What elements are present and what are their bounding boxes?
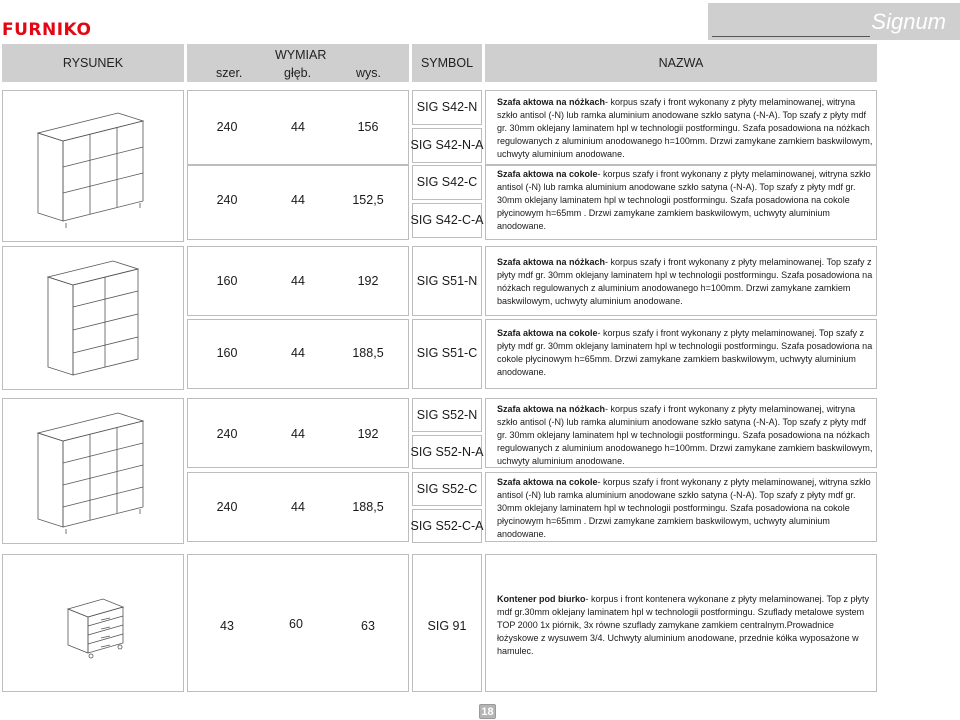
drawing-box (2, 398, 184, 544)
depth-value: 44 (291, 120, 305, 134)
depth-value: 44 (291, 427, 305, 441)
description-text: - korpus szafy i front wykonany z płyty melaminowanej, witryna szkło antisol (-N) lub ramka aluminium anodowane szkło satyna (-N-A). Top szafy z płyty mdf gr. 30mm oklejany laminatem hpl w technologii postformingu. Szafa posadowiona na cokole płycinowym h=65mm . Drzwi zamykane zamkiem baskwilowym, uchwyty aluminium anodowane. (497, 169, 871, 231)
symbol-value: SIG S42-C (416, 175, 478, 189)
symbol-value: SIG S42-N-A (410, 138, 484, 152)
description-text: - korpus szafy i front wykonany z płyty melaminowanej, witryna szkło antisol (-N) lub ramka aluminium anodowane szkło satyna (-N-A). Top szafy z płyty mdf gr. 30mm oklejany laminatem hpl w technologii postformingu. Szafa posadowiona na nóżkach regulowanych z aluminium anodowanego h=100mm. Drzwi zamykane zamkiem baskwilowym, uchwyty aluminium anodowane. (497, 404, 873, 466)
drawing-box (2, 246, 184, 390)
description (497, 96, 875, 161)
description (497, 256, 875, 308)
depth-value: 44 (291, 346, 305, 360)
series-underline (712, 36, 870, 37)
height-value: 152,5 (352, 193, 384, 207)
depth-value: 44 (291, 500, 305, 514)
symbol-value: SIG S52-C-A (410, 519, 484, 533)
brand-logo: FURNIKO (2, 20, 92, 40)
width-value: 240 (216, 500, 238, 514)
page-number: 18 (479, 704, 496, 719)
description-title: Szafa aktowa na nóżkach (497, 97, 606, 107)
description-title: Szafa aktowa na cokole (497, 169, 598, 179)
header-height: wys. (356, 66, 381, 80)
description (497, 327, 875, 379)
symbol-value: SIG S51-N (416, 274, 478, 288)
cabinet-drawing (33, 407, 158, 537)
description-text: - korpus szafy i front wykonany z płyty melaminowanej. Top szafy z płyty mdf gr. 30mm oklejany laminatem hpl w technologii postformingu. Szafa posadowiona na nóżkach regulowanych z aluminium anodowanego h=100mm. Drzwi zamykane zamkiem baskwilowym, uchwyty aluminium anodowane. (497, 257, 873, 306)
height-value: 192 (357, 274, 379, 288)
height-value: 188,5 (352, 346, 384, 360)
height-value: 63 (361, 619, 375, 633)
description (497, 476, 875, 541)
width-value: 240 (216, 427, 238, 441)
header-name: NAZWA (485, 44, 877, 82)
description-title: Szafa aktowa na cokole (497, 477, 598, 487)
description (497, 168, 875, 233)
symbol-value: SIG S42-C-A (410, 213, 484, 227)
description (497, 403, 875, 468)
description-title: Szafa aktowa na nóżkach (497, 404, 606, 414)
height-value: 192 (357, 427, 379, 441)
description-text: - korpus szafy i front wykonany z płyty melaminowanej, witryna szkło antisol (-N) lub ramka aluminium anodowane szkło satyna (-N-A). Top szafy z płyty mdf gr. 30mm oklejany laminatem hpl w technologii postformingu. Szafa posadowiona na cokole płycinowym h=65mm . Drzwi zamykane zamkiem baskwilowym, uchwyty aluminium anodowane. (497, 477, 871, 539)
height-value: 156 (357, 120, 379, 134)
description-text: - korpus szafy i front wykonany z płyty melaminowanej. Top szafy z płyty mdf gr. 30mm oklejany laminatem hpl w technologii postformingu. Szafa posadowiona na cokole płycinowym h=65mm. Drzwi zamykane zamkiem baskwilowym, uchwyty aluminium anodowane. (497, 328, 873, 377)
width-value: 240 (216, 193, 238, 207)
cabinet-drawing (43, 255, 153, 383)
header-depth: głęb. (284, 66, 312, 80)
symbol-value: SIG 91 (427, 619, 467, 633)
width-value: 43 (220, 619, 234, 633)
depth-value: 44 (291, 193, 305, 207)
description-title: Szafa aktowa na cokole (497, 328, 598, 338)
drawing-box (2, 554, 184, 692)
width-value: 160 (216, 274, 238, 288)
depth-value: 44 (291, 274, 305, 288)
cabinet-drawing (33, 105, 158, 230)
container-drawing (63, 593, 133, 663)
height-value: 188,5 (352, 500, 384, 514)
description-text: - korpus i front kontenera wykonane z płyty melaminowanej. Top z płyty mdf gr.30mm oklejany laminatem hpl w technologii postformingu. Szuflady metalowe system TOP 2000 1x piórnik, 3x równe szuflady zamykane zamkiem centralnym.Prowadnice łożyskowe z wysuwem 3/4. Uchwyty aluminium anodowane, przednie kółka wyposażone w hamulec. (497, 594, 869, 656)
header-symbol: SYMBOL (412, 44, 482, 82)
series-name: Signum (871, 9, 946, 34)
symbol-value: SIG S52-N-A (410, 445, 484, 459)
header-width: szer. (216, 66, 243, 80)
header-drawing: RYSUNEK (2, 44, 184, 82)
description-text: - korpus szafy i front wykonany z płyty melaminowanej, witryna szkło antisol (-N) lub ramka aluminium anodowane szkło satyna (-N-A). Top szafy z płyty mdf gr. 30mm oklejany laminatem hpl w technologii postformingu. Szafa posadowiona na nóżkach regulowanych z aluminium anodowanego h=100mm. Drzwi zamykane zamkiem baskwilowym, uchwyty aluminium anodowane. (497, 97, 873, 159)
description-title: Kontener pod biurko (497, 594, 586, 604)
symbol-value: SIG S51-C (416, 346, 478, 360)
header-dimensions: WYMIAR (275, 48, 327, 62)
depth-value: 60 (289, 617, 303, 631)
symbol-value: SIG S42-N (416, 100, 478, 114)
drawing-box (2, 90, 184, 242)
description (497, 593, 873, 658)
series-banner (708, 3, 960, 40)
description-title: Szafa aktowa na nóżkach (497, 257, 606, 267)
symbol-value: SIG S52-C (416, 482, 478, 496)
width-value: 160 (216, 346, 238, 360)
symbol-value: SIG S52-N (416, 408, 478, 422)
width-value: 240 (216, 120, 238, 134)
